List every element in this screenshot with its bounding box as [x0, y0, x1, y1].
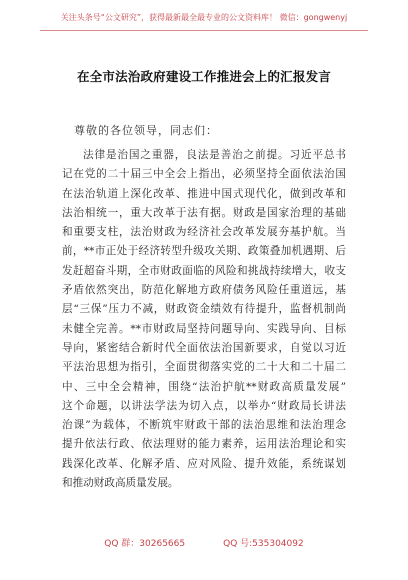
header-divider — [40, 30, 368, 31]
contact-footer — [0, 536, 408, 549]
body-line: 层“三保”压力不减，财政资金绩效有待提升，监督机制尚 — [62, 303, 346, 316]
body-line: 未健全完善。**市财政局坚持问题导向、实践导向、目标 — [62, 322, 346, 335]
document-title: 在全市法治政府建设工作推进会上的汇报发言 — [76, 69, 331, 84]
qq-account-number: QQ 号:535304092 — [223, 539, 304, 549]
body-line: 提升依法行政、依法理财的能力素养，运用法治理论和实 — [62, 438, 346, 451]
qq-group-number: QQ 群：30265665 — [104, 539, 186, 549]
body-line: 平法治思想为指引，全面贯彻落实党的二十大和二十届二 — [62, 361, 346, 374]
body-line: 前，**市正处于经济转型升级攻关期、政策叠加机遇期、后 — [62, 245, 346, 258]
body-line: 治课”为载体，不断筑牢财政干部的法治思维和法治理念 — [62, 419, 346, 432]
body-line: 导向，紧密结合新时代全面依法治国新要求，自觉以习近 — [62, 341, 346, 354]
body-line: 法治相统一，重大改革于法有据。财政是国家治理的基础 — [62, 206, 346, 219]
body-line: 在法治轨道上深化改革、推进中国式现代化，做到改革和 — [62, 187, 346, 200]
body-line: 这个命题，以讲法学法为切入点，以举办“财政局长讲法 — [62, 399, 346, 412]
body-line: 中、三中全会精神，围绕“法治护航**财政高质量发展” — [62, 380, 346, 393]
greeting: 尊敬的各位领导，同志们： — [74, 124, 218, 137]
body-line: 发赶超奋斗期，全市财政面临的风险和挑战持续增大，收支 — [62, 264, 346, 277]
document-body — [62, 146, 346, 493]
body-line: 和重要支柱，法治财政为经济社会改革发展夯基护航。当 — [62, 226, 346, 239]
body-line: 记在党的二十届三中全会上指出，必须坚持全面依法治国 — [62, 168, 346, 181]
body-line: 法律是治国之重器，良法是善治之前提。习近平总书 — [83, 149, 346, 161]
body-line: 矛盾依然突出，防范化解地方政府债务风险任重道远，基 — [62, 284, 346, 297]
body-line: 践深化改革、化解矛盾、应对风险、提升效能，系统谋划 — [62, 457, 346, 470]
body-line: 和推动财政高质量发展。 — [62, 477, 179, 490]
promo-header: 关注头条号“公文研究”，获得最新最全最专业的公文资料库！ 微信：gongwenyj — [60, 13, 348, 22]
